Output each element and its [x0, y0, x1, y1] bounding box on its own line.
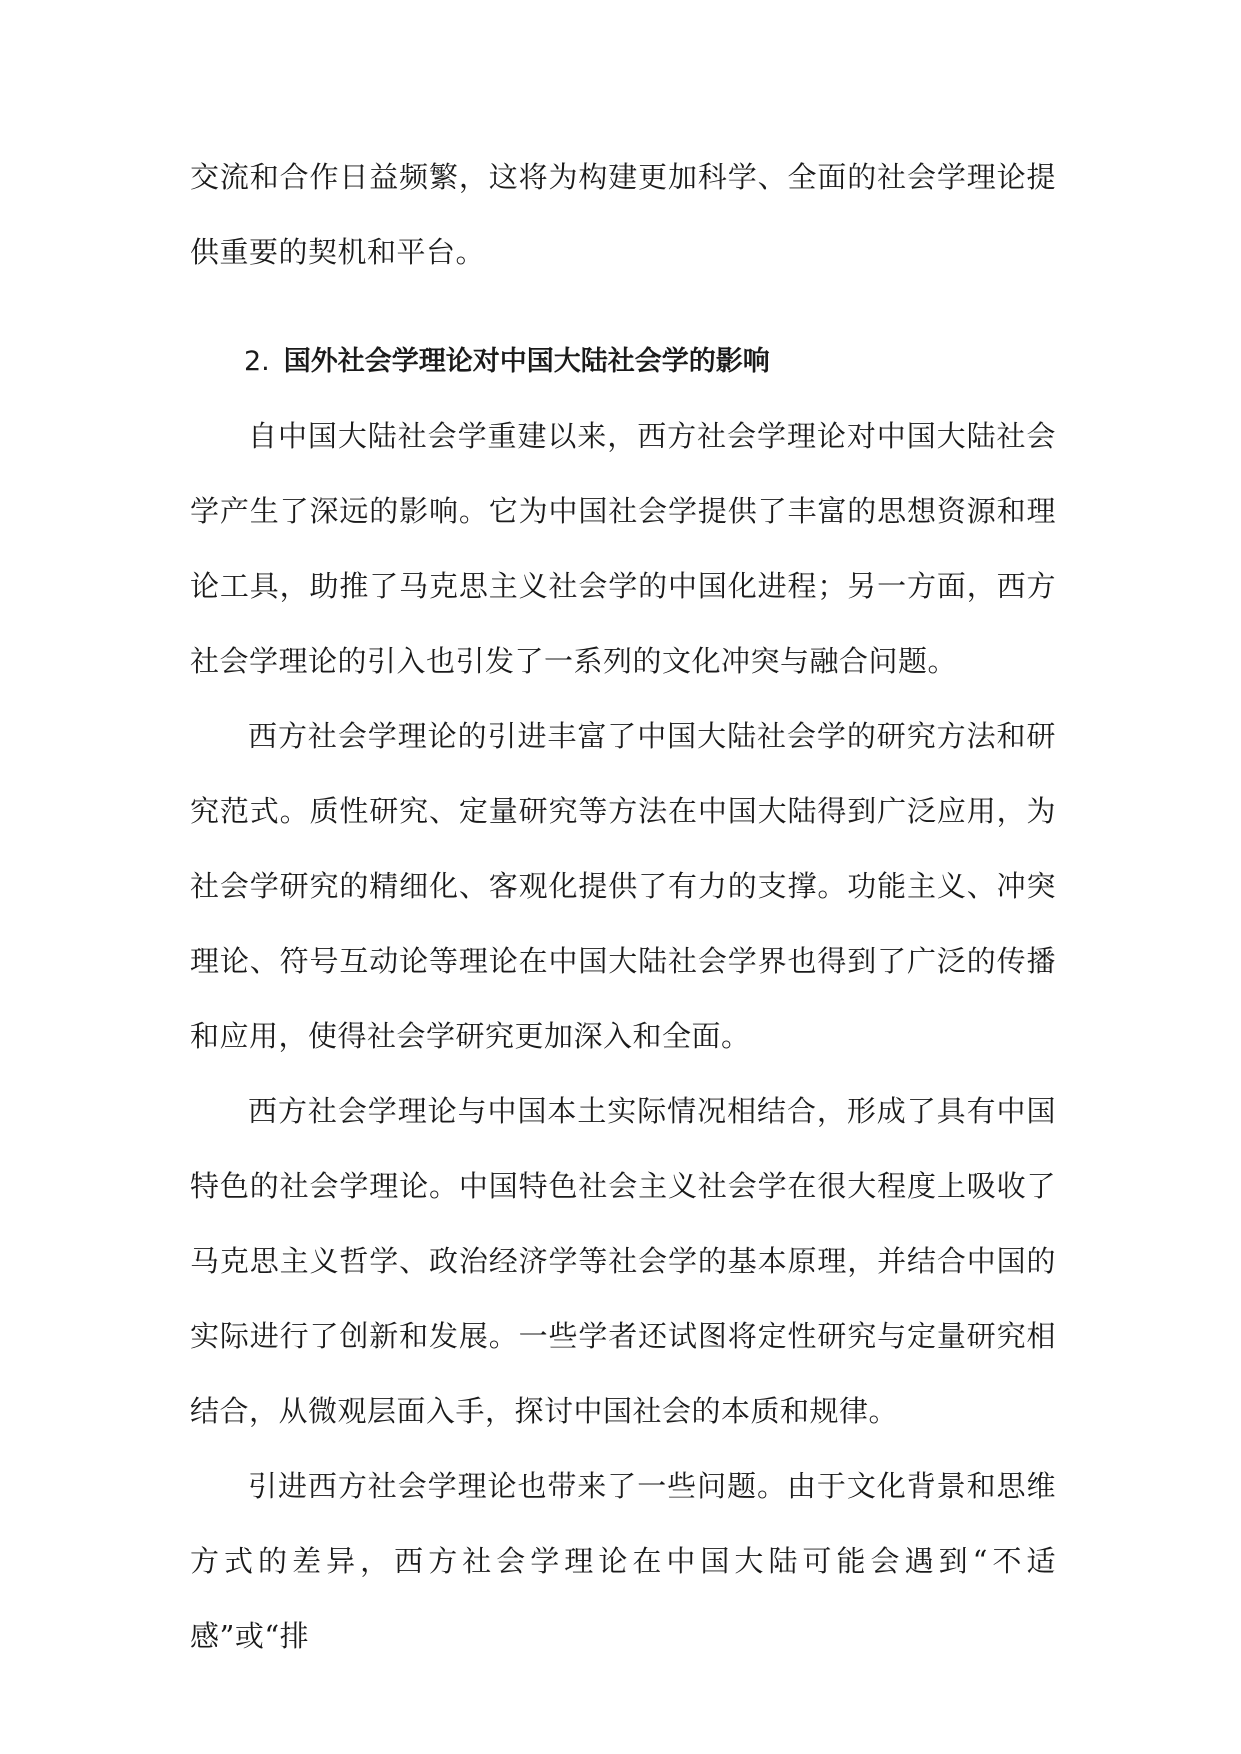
section-number: 2.	[244, 346, 270, 377]
section-heading	[190, 324, 1056, 399]
document-body	[190, 140, 1056, 1674]
section-title: 国外社会学理论对中国大陆社会学的影响	[283, 346, 770, 377]
intro-paragraph: 交流和合作日益频繁，这将为构建更加科学、全面的社会学理论提供重要的契机和平台。	[190, 160, 1056, 269]
body-paragraph-3: 西方社会学理论与中国本土实际情况相结合，形成了具有中国特色的社会学理论。中国特色社会主义社会学在很大程度上吸收了马克思主义哲学、政治经济学等社会学的基本原理，并结合中国的实际进行了创新和发展。一些学者还试图将定性研究与定量研究相结合，从微观层面入手，探讨中国社会的本质和规律。	[190, 1094, 1056, 1428]
body-paragraph-2: 西方社会学理论的引进丰富了中国大陆社会学的研究方法和研究范式。质性研究、定量研究等方法在中国大陆得到广泛应用，为社会学研究的精细化、客观化提供了有力的支撑。功能主义、冲突理论、符号互动论等理论在中国大陆社会学界也得到了广泛的传播和应用，使得社会学研究更加深入和全面。	[190, 719, 1056, 1053]
body-paragraph-4: 引进西方社会学理论也带来了一些问题。由于文化背景和思维方式的差异，西方社会学理论在中国大陆可能会遇到“不适感”或“排	[190, 1469, 1056, 1653]
body-paragraph-1: 自中国大陆社会学重建以来，西方社会学理论对中国大陆社会学产生了深远的影响。它为中国社会学提供了丰富的思想资源和理论工具，助推了马克思主义社会学的中国化进程；另一方面，西方社会学理论的引入也引发了一系列的文化冲突与融合问题。	[190, 419, 1056, 678]
